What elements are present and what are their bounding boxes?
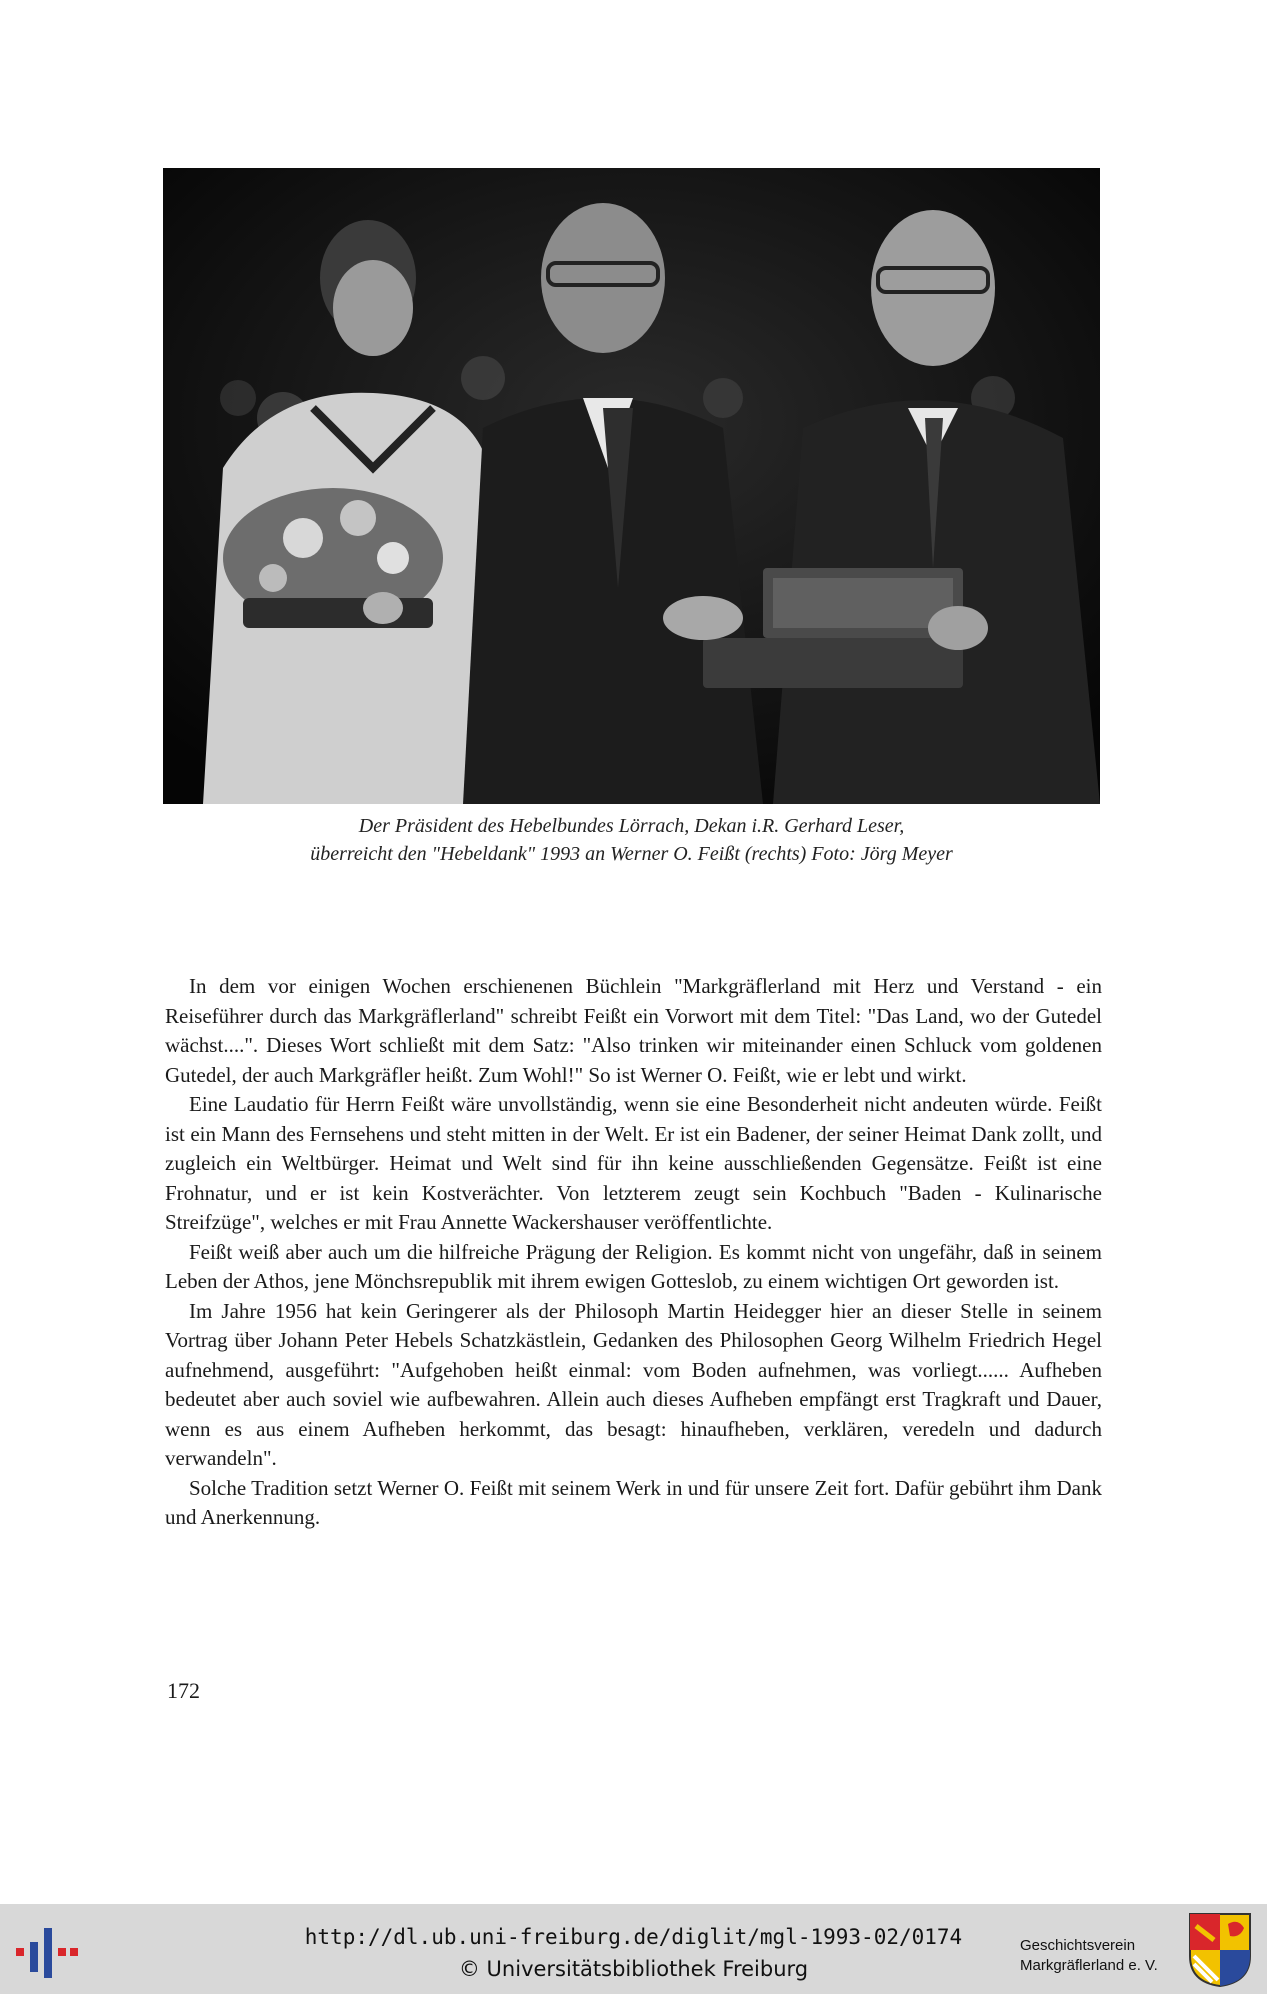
society-name [1020,1936,1180,1976]
paragraph: Eine Laudatio für Herrn Feißt wäre unvollständig, wenn sie eine Besonderheit nicht andeuten würde. Feißt ist ein Mann des Fernsehens und steht mitten in der Welt. Er ist ein Badener, der seiner Heimat Dank zollt, und zugleich ein Weltbürger. Heimat und Welt sind für ihn keine ausschließenden Gegensätze. Feißt ist eine Frohnatur, und er ist kein Kostverächter. Von letzterem zeugt sein Kochbuch "Baden - Kulinarische Streifzüge", welches er mit Frau Annette Wackershauser veröffentlichte. [165,1092,1102,1234]
footer-bar [0,1904,1267,1994]
document-url[interactable]: http://dl.ub.uni-freiburg.de/diglit/mgl-1993-02/0174 [304,1925,963,1949]
paragraph: Im Jahre 1956 hat kein Geringerer als der Philosoph Martin Heidegger hier an dieser Stelle in seinem Vortrag über Johann Peter Hebels Schatzkästlein, Gedanken des Philosophen Georg Wilhelm Friedrich Hegel aufnehmend, ausgeführt: "Aufgehoben heißt einmal: vom Boden aufnehmen, was vorliegt...... Aufheben bedeutet aber auch soviel wie aufbewahren. Allein auch dieses Aufheben empfängt erst Tragkraft und Dauer, wenn es aus einem Aufheben herkommt, das besagt: hinaufheben, verklären, veredeln und dadurch verwandeln". [165,1298,1102,1470]
award-photo [163,168,1100,804]
copyright-notice: © Universitätsbibliothek Freiburg [458,1957,809,1981]
page-number: 172 [167,1678,200,1703]
paragraph: Solche Tradition setzt Werner O. Feißt mit seinem Werk in und für unsere Zeit fort. Dafür gebührt ihm Dank und Anerkennung. [165,1475,1102,1529]
coat-of-arms-icon [1188,1912,1252,1988]
photo-icon [163,168,1100,804]
society-name-line-2: Markgräflerland e. V. [1020,1957,1158,1974]
paragraph: In dem vor einigen Wochen erschienenen Büchlein "Markgräflerland mit Herz und Verstand - ein Reiseführer durch das Markgräflerland" schreibt Feißt ein Vorwort mit dem Titel: "Das Land, wo der Gutedel wächst....". Dieses Wort schließt mit dem Satz: "Also trinken wir miteinander einen Schluck vom goldenen Gutedel, der auch Markgräfler heißt. Zum Wohl!" So ist Werner O. Feißt, wie er lebt und wirkt. [165,974,1102,1087]
society-name-line-1: Geschichtsverein [1020,1937,1136,1954]
article-body [165,972,1102,1533]
photo-caption-line-2: überreicht den "Hebeldank" 1993 an Werner O. Feißt (rechts) Foto: Jörg Meyer [310,843,953,865]
paragraph: Feißt weiß aber auch um die hilfreiche Prägung der Religion. Es kommt nicht von ungefähr, daß in seinem Leben der Athos, jene Mönchsrepublik mit ihrem ewigen Gotteslob, zu einem wichtigen Ort geworden ist. [165,1239,1102,1293]
photo-caption-line-1: Der Präsident des Hebelbundes Lörrach, Dekan i.R. Gerhard Leser, [358,815,905,837]
